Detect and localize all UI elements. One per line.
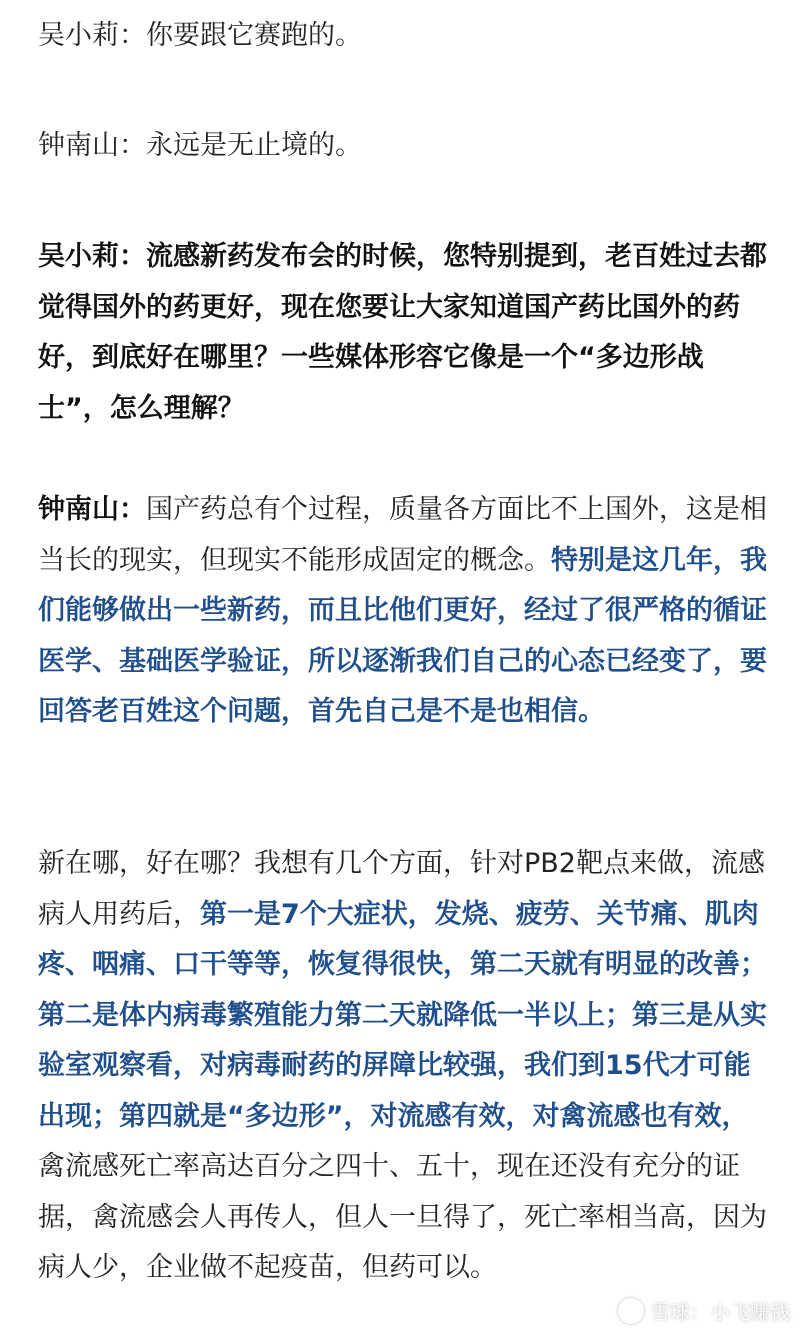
paragraph-text: 国产药总有个过程，质量各方面比不上国外，这是相当长的现实，但现实不能形成固定的概念。: [38, 494, 767, 576]
dialogue-paragraph: [38, 11, 768, 62]
watermark-text: 雪球：小飞赚钱: [650, 1300, 790, 1324]
paragraph-text: 禽流感死亡率高达百分之四十、五十，现在还没有充分的证据，禽流感会人再传人，但人一旦得了，死亡率相当高，因为病人少，企业做不起疫苗，但药可以。: [38, 1151, 767, 1283]
speaker-label: 吴小莉：: [38, 241, 146, 272]
highlighted-text: 特别是这几年，我们能够做出一些新药，而且比他们更好，经过了很严格的循证医学、基础医学验证，所以逐渐我们自己的心态已经变了，要回答老百姓这个问题，首先自己是不是也相信。: [38, 544, 767, 727]
watermark: [618, 1296, 790, 1325]
speaker-label: 钟南山：: [38, 494, 146, 525]
paragraph-text: 新在哪，好在哪？我想有几个方面，针对PB2靶点来做，流感病人用药后，: [38, 848, 765, 930]
paragraph-text: 你要跟它赛跑的。: [146, 20, 362, 51]
speaker-label: 吴小莉：: [38, 20, 146, 51]
dialogue-paragraph: [38, 839, 768, 1294]
dialogue-paragraph: [38, 232, 768, 434]
paragraph-text: 永远是无止境的。: [146, 130, 362, 161]
snowball-logo-icon: [618, 1298, 644, 1324]
dialogue-paragraph: [38, 485, 768, 738]
speaker-label: 钟南山：: [38, 130, 146, 161]
paragraph-text: 流感新药发布会的时候，您特别提到，老百姓过去都觉得国外的药更好，现在您要让大家知道国产药比国外的药好，到底好在哪里？一些媒体形容它像是一个“多边形战士”，怎么理解？: [38, 241, 767, 424]
dialogue-paragraph: [38, 121, 768, 172]
highlighted-text: 第一是7个大症状，发烧、疲劳、关节痛、肌肉疼、咽痛、口干等等，恢复得很快，第二天就有明显的改善；第二是体内病毒繁殖能力第二天就降低一半以上；第三是从实验室观察看，对病毒耐药的屏障比较强，我们到15代才可能出现；第四就是“多边形”，对流感有效，对禽流感也有效，: [38, 898, 767, 1132]
